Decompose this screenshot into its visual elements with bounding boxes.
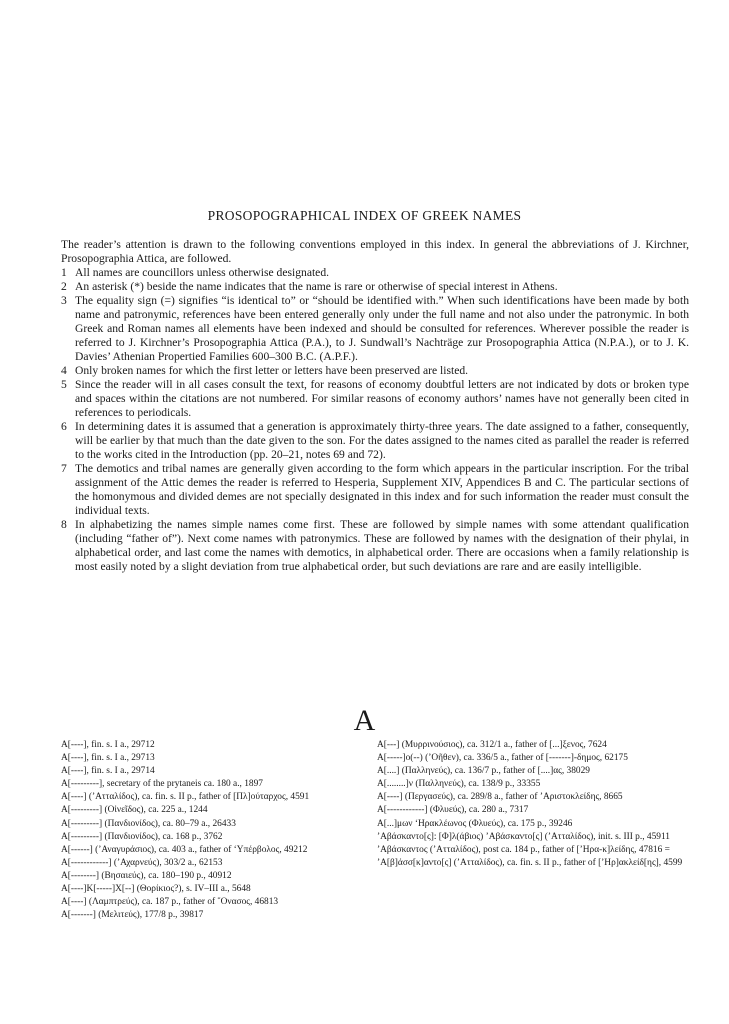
convention-text: The equality sign (=) signifies “is identical to” or “should be identified with.” When such identifications have been made by both name and patronymic, references have been entered generally only under the full name and not also under the patronymic. In both Greek and Roman names all elements have been indexed and should be consulted for references. Wherever possible the reader is referred to J. Kirchner’s Prosopographia Attica (P.A.), to J. Sundwall’s Nachträge zur Prosopographia Attica (N.P.A.), or to J. K. Davies’ Athenian Propertied Families 600–300 B.C. (A.P.F.). (75, 294, 689, 363)
convention-number: 3 (61, 294, 67, 307)
index-entry: A[--------] (Βησαιεύς), ca. 180–190 p., 40912 (61, 870, 232, 881)
index-entry: A[------------] (Φλυεύς), ca. 280 a., 7317 (377, 805, 529, 816)
convention-text: The demotics and tribal names are generally given according to the form which appears in the particular inscription. For the tribal assignment of the Attic demes the reader is referred to Hesperia, Supplement XIV, Appendices B and C. The particular sections of the homonymous and divided demes are not specially designated in this index and for such information the reader must consult the individual texts. (75, 462, 689, 517)
index-entry: A[...]μων ‘Ηρακλέωνος (Φλυεύς), ca. 175 p., 39246 (377, 818, 573, 829)
convention-text: Only broken names for which the first letter or letters have been preserved are listed. (75, 364, 469, 377)
index-entry: A[---] (Μυρρινούσιος), ca. 312/1 a., father of [...]ξενος, 7624 (377, 740, 607, 750)
index-entry: A[----] (Λαμπτρεύς), ca. 187 p., father of ῞Ονασος, 46813 (61, 897, 279, 908)
index-entry: A[---------] (Πανδιονίδος), ca. 168 p., 3762 (61, 831, 223, 842)
convention-number: 5 (61, 378, 67, 391)
convention-text: An asterisk (*) beside the name indicates that the name is rare or otherwise of special interest in Athens. (75, 280, 558, 293)
index-entry: A[---------] (Οἰνεῖδος), ca. 225 a., 1244 (61, 805, 208, 816)
convention-text: All names are councillors unless otherwise designated. (75, 266, 330, 279)
index-column-left (61, 739, 367, 922)
convention-text: In determining dates it is assumed that a generation is approximately thirty-three years. The date assigned to a father, consequently, will be earlier by that much than the date given to the son. For the dates assigned to the names cited as parallel the reader is referred to the works cited in the Introduction (pp. 20–21, notes 69 and 72). (75, 420, 689, 461)
convention-number: 1 (61, 266, 67, 279)
convention-item (61, 462, 689, 518)
convention-number: 6 (61, 420, 67, 433)
convention-item (61, 364, 689, 378)
convention-number: 7 (61, 462, 67, 475)
intro-paragraph: The reader’s attention is drawn to the following conventions employed in this index. In general the abbreviations of J. Kirchner, Prosopographia Attica, are followed. (61, 238, 689, 265)
index-entry: A[----] (Περγασεύς), ca. 289/8 a., father of ’Αριστοκλείδης, 8665 (377, 792, 623, 803)
index-entry: A[------------] (’Αχαρνεύς), 303/2 a., 62153 (61, 857, 223, 868)
index-entry: A[---------] (Πανδιονίδος), ca. 80–79 a., 26433 (61, 818, 236, 829)
convention-item (61, 518, 689, 574)
index-column-right (377, 739, 690, 870)
index-entry: A[---------], secretary of the prytaneis ca. 180 a., 1897 (61, 779, 263, 790)
convention-item (61, 420, 689, 462)
conventions-list (61, 266, 689, 574)
index-entry: ’Αβάσκαντο[ς]: [Φ]λ(άβιος) ’Αβάσκαντο[ς] (’Ατταλίδος), init. s. III p., 45911 (377, 831, 670, 842)
convention-number: 4 (61, 364, 67, 377)
index-entry: A[----], fin. s. I a., 29714 (61, 766, 155, 777)
index-entry: ’Αβάσκαντος (’Ατταλίδος), post ca. 184 p., father of [’Ηρα-κ]λείδης, 47816 = (377, 844, 670, 855)
index-entry: A[----], fin. s. I a., 29712 (61, 740, 155, 750)
convention-number: 2 (61, 280, 67, 293)
index-entry: ’Α[β]άσσ[κ]αντο[ς] (’Ατταλίδος), ca. fin. s. II p., father of [’Ηρ]ακλείδ[ης], 4599 (377, 857, 683, 868)
index-entry: A[----], fin. s. I a., 29713 (61, 753, 155, 764)
index-entry: A[-----]ο(--) (’Οῆθεν), ca. 336/5 a., father of [-------]-δημος, 62175 (377, 753, 628, 764)
convention-item (61, 280, 689, 294)
convention-text: In alphabetizing the names simple names come first. These are followed by simple names with some attendant qualification (including “father of”). Next come names with patronymics. These are followed by names with the designation of their phylai, in alphabetical order, and last come the names with demotics, in alphabetical order. There are occasions when a family relationship is most easily noted by a slight deviation from true alphabetical order, but such deviations are rare and are easily intelligible. (75, 518, 689, 573)
intro-section (61, 238, 689, 574)
convention-item (61, 266, 689, 280)
index-entry: A[....] (Παλληνεύς), ca. 136/7 p., father of [....]ας, 38029 (377, 766, 590, 777)
page-title: PROSOPOGRAPHICAL INDEX OF GREEK NAMES (207, 208, 522, 223)
convention-item (61, 294, 689, 364)
index-entry: A[----]K[-----]X[--] (Θορίκιος?), s. IV–III a., 5648 (61, 884, 251, 895)
section-letter-heading: A (353, 704, 376, 737)
index-entry: A[------] (’Αναγυράσιος), ca. 403 a., father of ‘Υπέρβολος, 49212 (61, 844, 308, 855)
convention-number: 8 (61, 518, 67, 531)
convention-item (61, 378, 689, 420)
index-entry: A[-------] (Μελιτεύς), 177/8 p., 39817 (61, 910, 204, 921)
index-entry: A[----] (’Ατταλίδος), ca. fin. s. II p., father of [Πλ]ούταρχος, 4591 (61, 792, 310, 803)
index-entry: A[........]ν (Παλληνεύς), ca. 138/9 p., 33355 (377, 779, 541, 790)
convention-text: Since the reader will in all cases consult the text, for reasons of economy doubtful letters are not indicated by dots or broken type and spaces within the citations are not numbered. For similar reasons of economy authors’ names have not generally been cited in references to periodicals. (75, 378, 689, 419)
